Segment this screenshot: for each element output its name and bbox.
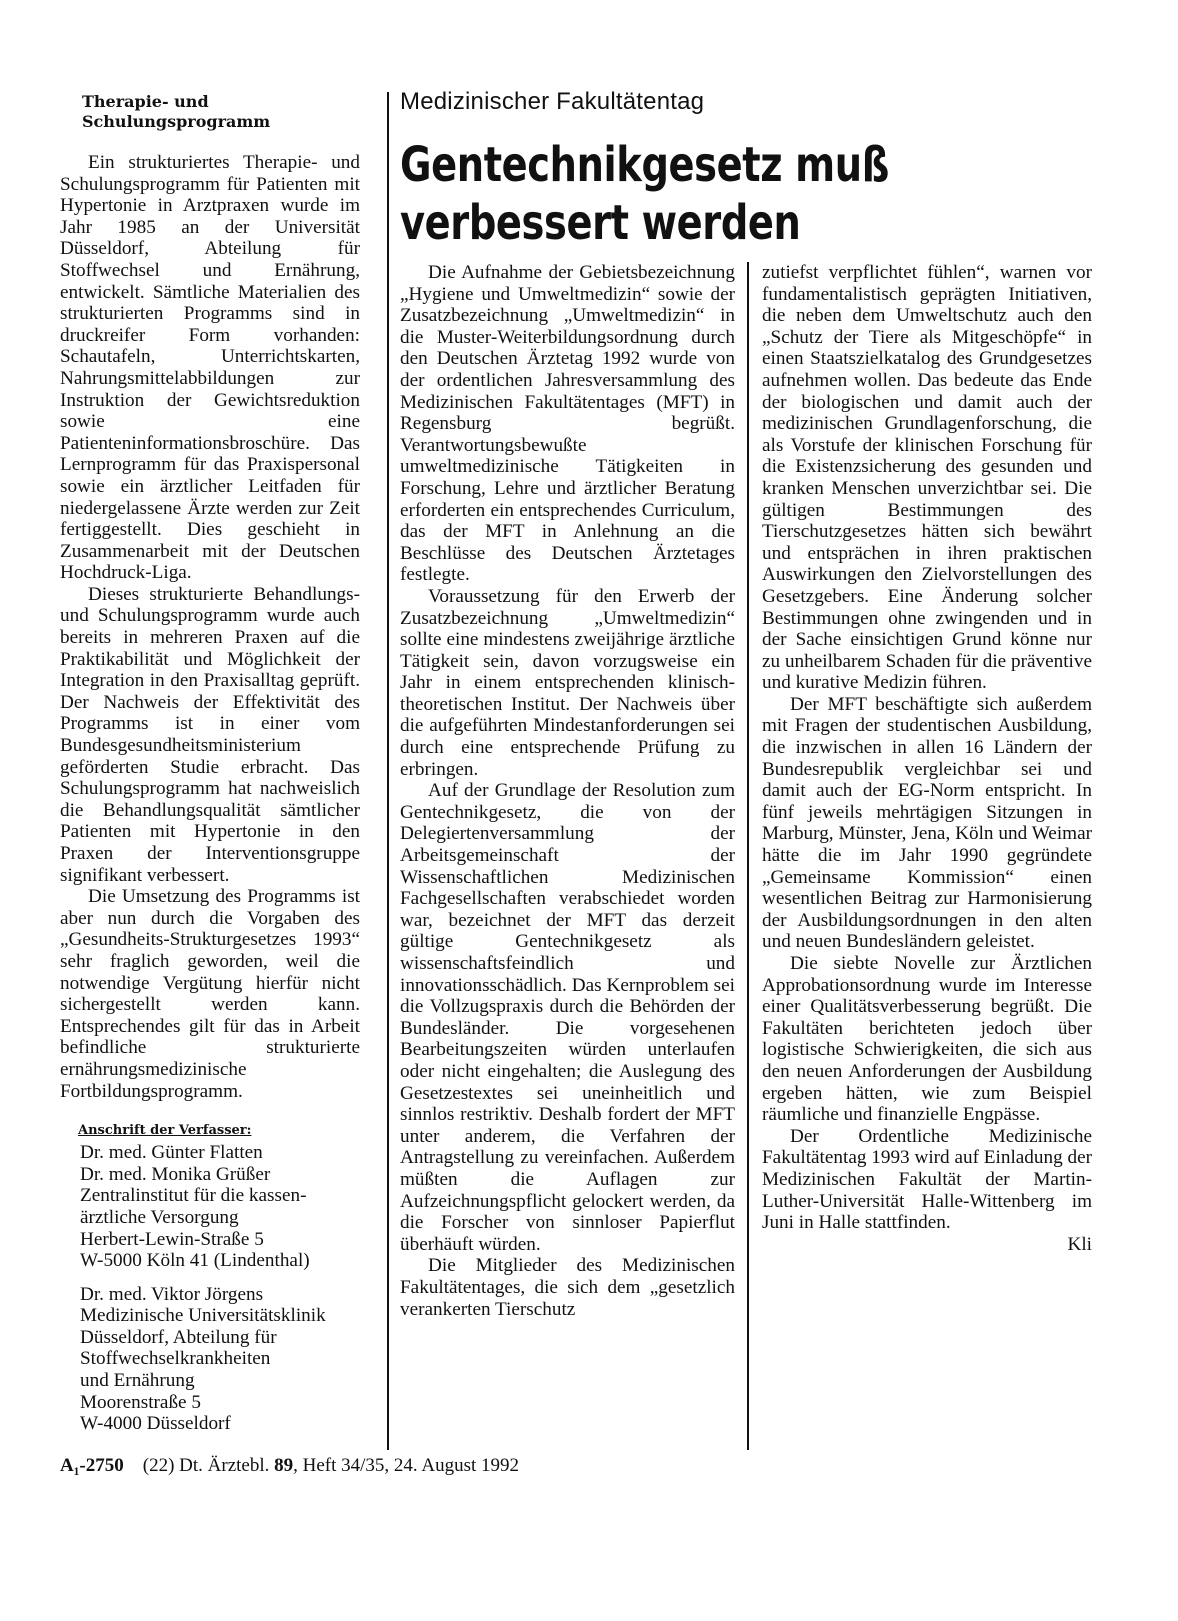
address-line: Dr. med. Monika Grüßer (80, 1163, 271, 1185)
headline-line: Gentechnikgesetz muß (400, 137, 889, 193)
paragraph: Der Ordentliche Medizinische Fakultätentag 1993 wird auf Einladung der Medizinischen Fakultät der Martin-Luther-Universität Halle-Wittenberg im Juni in Halle stattfinden. (762, 1125, 1092, 1234)
address-line: Dr. med. Viktor Jörgens (80, 1283, 264, 1305)
paragraph: Die Umsetzung des Programms ist aber nun durch die Vorgaben des „Gesundheits-Strukturgesetzes 1993“ sehr fraglich geworden, weil die notwendige Vergütung hierfür nicht sichergestellt werden kann. Entsprechendes gilt für das in Arbeit befindliche strukturierte ernährungsmedizinische Fortbildungsprogramm. (60, 886, 360, 1102)
address-line: ärztliche Versorgung (80, 1206, 239, 1228)
article-column-1 (400, 262, 735, 1320)
address-line: W-4000 Düsseldorf (80, 1413, 231, 1435)
headline-line: verbessert werden (400, 195, 801, 251)
column-divider (387, 92, 389, 1450)
section-heading: Therapie- und Schulungsprogramm (82, 92, 271, 131)
address-line: Moorenstraße 5 (80, 1391, 201, 1413)
paragraph: zutiefst verpflichtet fühlen“, warnen vor fundamentalistisch geprägten Initiativen, die neben dem Umweltschutz auch den „Schutz der Tiere als Mitgeschöpfe“ in einen Staatszielkatalog des Grundgesetzes aufnehmen wollen. Das bedeute das Ende der biologischen und damit auch der medizinischen Grundlagenforschung, die als Vorstufe der klinischen Forschung für die Existenzsicherung des gesunden und kranken Menschen unverzichtbar sei. Die gültigen Bestimmungen des Tierschutzgesetzes hätten sich bewährt und entsprächen in ihren praktischen Auswirkungen den Zielvorstellungen des Gesetzgebers. Eine Änderung solcher Bestimmungen ohne zwingenden und in der Sache einsichtigen Grund könne nur zu unheilbarem Schaden für die präventive und kurative Medizin führen. (762, 262, 1092, 694)
address-block-2 (60, 1284, 360, 1435)
paragraph: Dieses strukturierte Behandlungs- und Schulungsprogramm wurde auch bereits in mehreren Praxen auf die Praktikabilität und Möglichkeit der Integration in den Praxisalltag geprüft. Der Nachweis der Effektivität des Programms ist in einer vom Bundesgesundheitsministerium geförderten Studie erbracht. Das Schulungsprogramm hat nachweislich die Behandlungsqualität sämtlicher Patienten mit Hypertonie in den Praxen der Interventionsgruppe signifikant verbessert. (60, 583, 360, 886)
left-body (60, 152, 360, 1102)
left-column (60, 92, 360, 1435)
address-line: Dr. med. Günter Flatten (80, 1142, 263, 1164)
author-signature: Kli (1067, 1233, 1092, 1255)
page-footer (60, 1455, 519, 1477)
address-line: Düsseldorf, Abteilung für (80, 1326, 277, 1348)
address-line: Herbert-Lewin-Straße 5 (80, 1228, 264, 1250)
address-line: Zentralinstitut für die kassen- (80, 1185, 307, 1207)
paragraph: Voraussetzung für den Erwerb der Zusatzbezeichnung „Umweltmedizin“ sollte eine mindestens zweijährige ärztliche Tätigkeit sein, davon vorzugsweise ein Jahr in einem entsprechenden klinisch-theoretischen Institut. Der Nachweis über die aufgeführten Mindestanforderungen sei durch eine entsprechende Prüfung zu erbringen. (400, 585, 735, 780)
address-label: Anschrift der Verfasser: (78, 1123, 252, 1139)
column-divider (747, 262, 749, 1450)
paragraph: Der MFT beschäftigte sich außerdem mit Fragen der studentischen Ausbildung, die inzwischen in allen 16 Ländern der Bundesrepublik vergleichbar sei und damit auch der EG-Norm entspricht. In fünf jeweils mehrtägigen Sitzungen in Marburg, Münster, Jena, Köln und Weimar hätte die im Jahr 1990 gegründete „Gemeinsame Kommission“ einen wesentlichen Beitrag zur Harmonisierung der Ausbildungsordnungen in den alten und neuen Bundesländern geleistet. (762, 693, 1092, 953)
paragraph: Die Aufnahme der Gebietsbezeichnung „Hygiene und Umweltmedizin“ sowie der Zusatzbezeichnung „Umweltmedizin“ in die Muster-Weiterbildungsordnung durch den Deutschen Ärztetag 1992 wurde von der ordentlichen Jahresversammlung des Medizinischen Fakultätentages (MFT) in Regensburg begrüßt. Verantwortungsbewußte umweltmedizinische Tätigkeiten in Forschung, Lehre und ärztlicher Beratung erforderten ein entsprechendes Curriculum, das der MFT in Anlehnung an die Beschlüsse des Deutschen Ärztetages festlegte. (400, 262, 735, 586)
paragraph: Auf der Grundlage der Resolution zum Gentechnikgesetz, die von der Delegiertenversammlung der Arbeitsgemeinschaft der Wissenschaftlichen Medizinischen Fachgesellschaften verabschiedet worden war, bezeichnet der MFT das derzeit gültige Gentechnikgesetz als wissenschaftsfeindlich und innovationsschädlich. Das Kernproblem sei die Vollzugspraxis durch die Behörden der Bundesländer. Die vorgesehenen Bearbeitungszeiten würden unterlaufen oder nicht eingehalten; die Auslegung des Gesetzestextes sei uneinheitlich und sinnlos restriktiv. Deshalb fordert der MFT unter anderem, die Verfahren der Antragstellung zu vereinfachen. Außerdem müßten die Auflagen zur Aufzeichnungspflicht gelockert werden, da die Forscher von sinnloser Papierflut überhäuft würden. (400, 780, 735, 1255)
page-code: A₁-2750 (60, 1455, 124, 1476)
article-headline (400, 136, 976, 252)
address-line: Stoffwechselkrankheiten (80, 1348, 271, 1370)
address-block-1 (60, 1142, 360, 1272)
paragraph: Ein strukturiertes Therapie- und Schulungsprogramm für Patienten mit Hypertonie in Arztpraxen wurde im Jahr 1985 an der Universität Düsseldorf, Abteilung für Stoffwechsel und Ernährung, entwickelt. Sämtliche Materialien des strukturierten Programms sind in druckreifer Form vorhanden: Schautafeln, Unterrichtskarten, Nahrungsmittelabbildungen zur Instruktion der Gewichtsreduktion sowie eine Patienteninformationsbroschüre. Das Lernprogramm für das Praxispersonal sowie ein ärztlicher Leitfaden für niedergelassene Ärzte werden zur Zeit fertiggestellt. Dies geschieht in Zusammenarbeit mit der Deutschen Hochdruck-Liga. (60, 152, 360, 584)
journal-ref: (22) Dt. Ärztebl. (142, 1455, 270, 1476)
paragraph: Die siebte Novelle zur Ärztlichen Approbationsordnung wurde im Interesse einer Qualitätsverbesserung begrüßt. Die Fakultäten berichteten jedoch über logistische Schwierigkeiten, die sich aus den neuen Anforderungen der Ausbildung ergeben hätten, wie zum Beispiel räumliche und finanzielle Engpässe. (762, 953, 1092, 1126)
article-kicker: Medizinischer Fakultätentag (400, 88, 705, 115)
volume-number: 89 (274, 1455, 294, 1476)
issue-date: , Heft 34/35, 24. August 1992 (293, 1455, 520, 1476)
article-column-2 (762, 262, 1092, 1255)
address-line: und Ernährung (80, 1370, 195, 1392)
address-line: Medizinische Universitätsklinik (80, 1305, 326, 1327)
address-line: W-5000 Köln 41 (Lindenthal) (80, 1250, 310, 1272)
paragraph: Die Mitglieder des Medizinischen Fakultätentages, die sich dem „gesetzlich verankerten Tierschutz (400, 1255, 735, 1320)
